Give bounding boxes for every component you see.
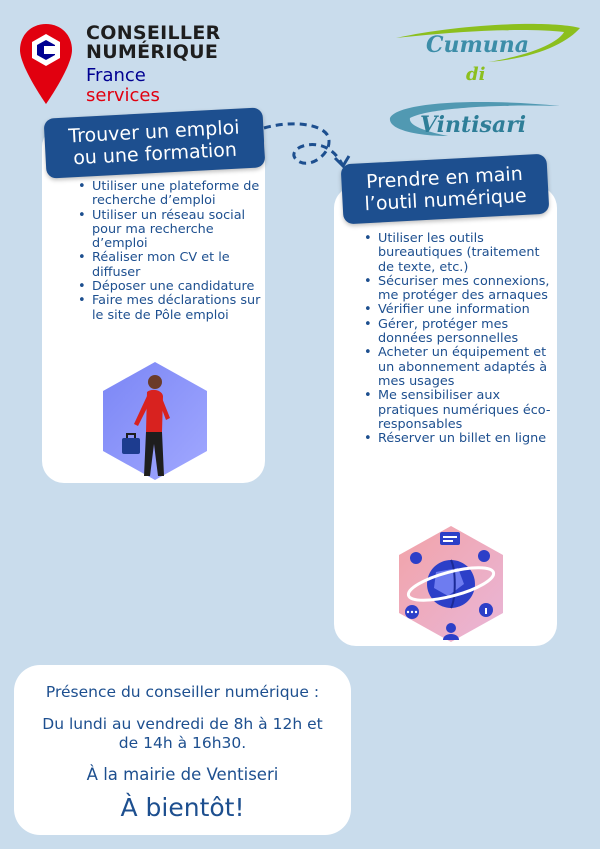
info-line1: Présence du conseiller numérique : (45, 683, 320, 701)
info-line3: À la mairie de Ventiseri (86, 765, 279, 784)
list-item: • Réserver un billet en ligne (376, 432, 558, 446)
logo-line2: NUMÉRIQUE (86, 41, 219, 63)
logo-line4: services (86, 85, 160, 106)
commune-word2: di (466, 64, 486, 85)
conseiller-numerique-logo (18, 22, 221, 108)
left-title-line1: Trouver un emploi (67, 116, 240, 148)
commune-logo (388, 20, 584, 144)
right-title-line2: l’outil numérique (364, 184, 528, 216)
digital-globe-illustration (396, 524, 506, 644)
right-card-title (341, 154, 550, 225)
logo-line3: France (86, 65, 146, 86)
list-item: • Réaliser mon CV et le diffuser (90, 251, 270, 280)
list-item: • Gérer, protéger mes données personnelles (376, 318, 558, 347)
right-list (362, 232, 558, 446)
left-title-line2: ou une formation (72, 138, 238, 170)
list-item: • Déposer une candidature (90, 280, 270, 294)
info-box (14, 665, 351, 835)
list-item: • Utiliser une plateforme de recherche d’emploi (90, 180, 270, 209)
location-pin-icon (18, 22, 74, 106)
left-card-title (44, 107, 266, 178)
right-title-line1: Prendre en main (365, 162, 524, 194)
job-seeker-illustration (100, 360, 210, 482)
info-line2: Du lundi au vendredi de 8h à 12h et de 14h à 16h30. (42, 715, 323, 752)
list-item: • Vérifier une information (376, 303, 558, 317)
commune-word1: Cumuna (426, 32, 530, 58)
info-line4: À bientôt! (120, 793, 245, 822)
list-item: • Sécuriser mes connexions, me protéger des arnaques (376, 275, 558, 304)
list-item: • Acheter un équipement et un abonnement adaptés à mes usages (376, 346, 558, 389)
left-list (76, 180, 270, 323)
commune-word3: Vintisari (420, 112, 527, 138)
list-item: • Utiliser un réseau social pour ma recherche d’emploi (90, 209, 270, 252)
list-item: • Utiliser les outils bureautiques (traitement de texte, etc.) (376, 232, 558, 275)
list-item: • Me sensibiliser aux pratiques numériques éco-responsables (376, 389, 558, 432)
list-item: • Faire mes déclarations sur le site de Pôle emploi (90, 294, 270, 323)
logo-line1: CONSEILLER (86, 22, 221, 44)
